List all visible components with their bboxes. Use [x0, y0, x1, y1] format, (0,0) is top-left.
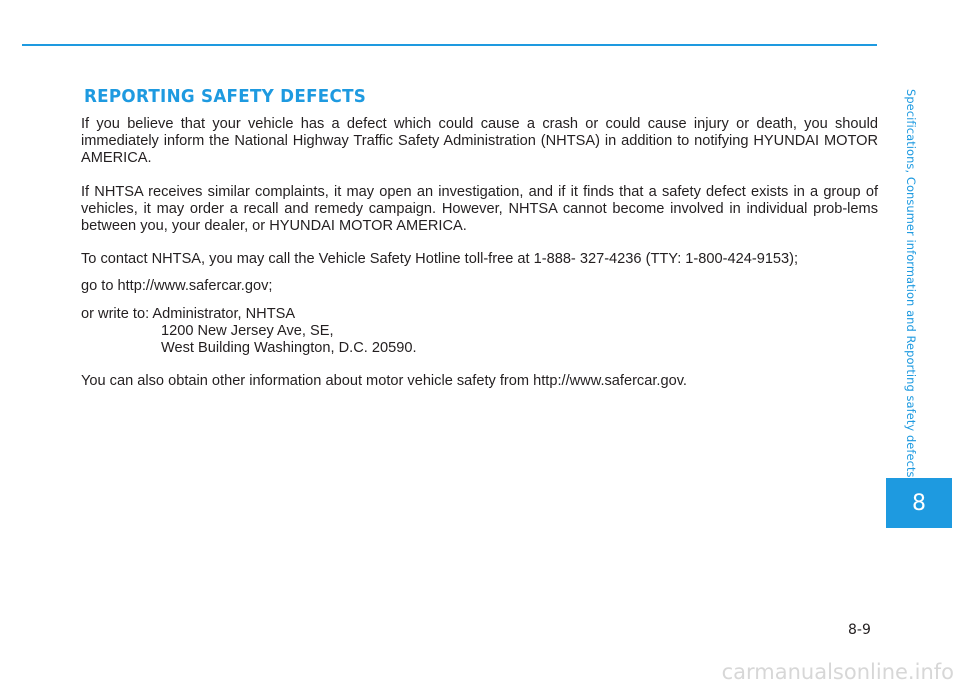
chapter-title-label: Specifications, Consumer information and Reporting safety defects [904, 88, 918, 478]
address-street: 1200 New Jersey Ave, SE, [161, 322, 334, 339]
header-divider [22, 44, 877, 46]
page-number: 8-9 [848, 622, 871, 638]
paragraph-website: go to http://www.safercar.gov; [81, 278, 273, 295]
paragraph-report-defect: If you believe that your vehicle has a defect which could cause a crash or could cause injury or death, you should immediately inform the National Highway Traffic Safety Administration (NHTSA) in addition to notifying HYUNDAI MOTOR AMERICA. [81, 116, 878, 167]
paragraph-nhtsa-investigation: If NHTSA receives similar complaints, it may open an investigation, and if it finds that a safety defect exists in a group of vehicles, it may order a recall and remedy campaign. However, NHTSA cannot become involved in individual prob-lems between you, your dealer, or HYUNDAI MOTOR AMERICA. [81, 183, 878, 235]
section-title: REPORTING SAFETY DEFECTS [84, 86, 367, 107]
paragraph-contact-hotline: To contact NHTSA, you may call the Vehicle Safety Hotline toll-free at 1-888- 327-4236 (TTY: 1-800-424-9153); [81, 251, 799, 268]
paragraph-more-info: You can also obtain other information about motor vehicle safety from http://www.safercar.gov. [81, 373, 687, 390]
mailing-address [81, 306, 878, 358]
address-city: West Building Washington, D.C. 20590. [161, 340, 417, 357]
body-content [81, 116, 878, 390]
address-recipient: or write to: Administrator, NHTSA [81, 305, 296, 322]
chapter-title-vertical [898, 88, 924, 478]
watermark: carmanualsonline.info [721, 660, 954, 684]
chapter-number-tab: 8 [886, 478, 952, 528]
